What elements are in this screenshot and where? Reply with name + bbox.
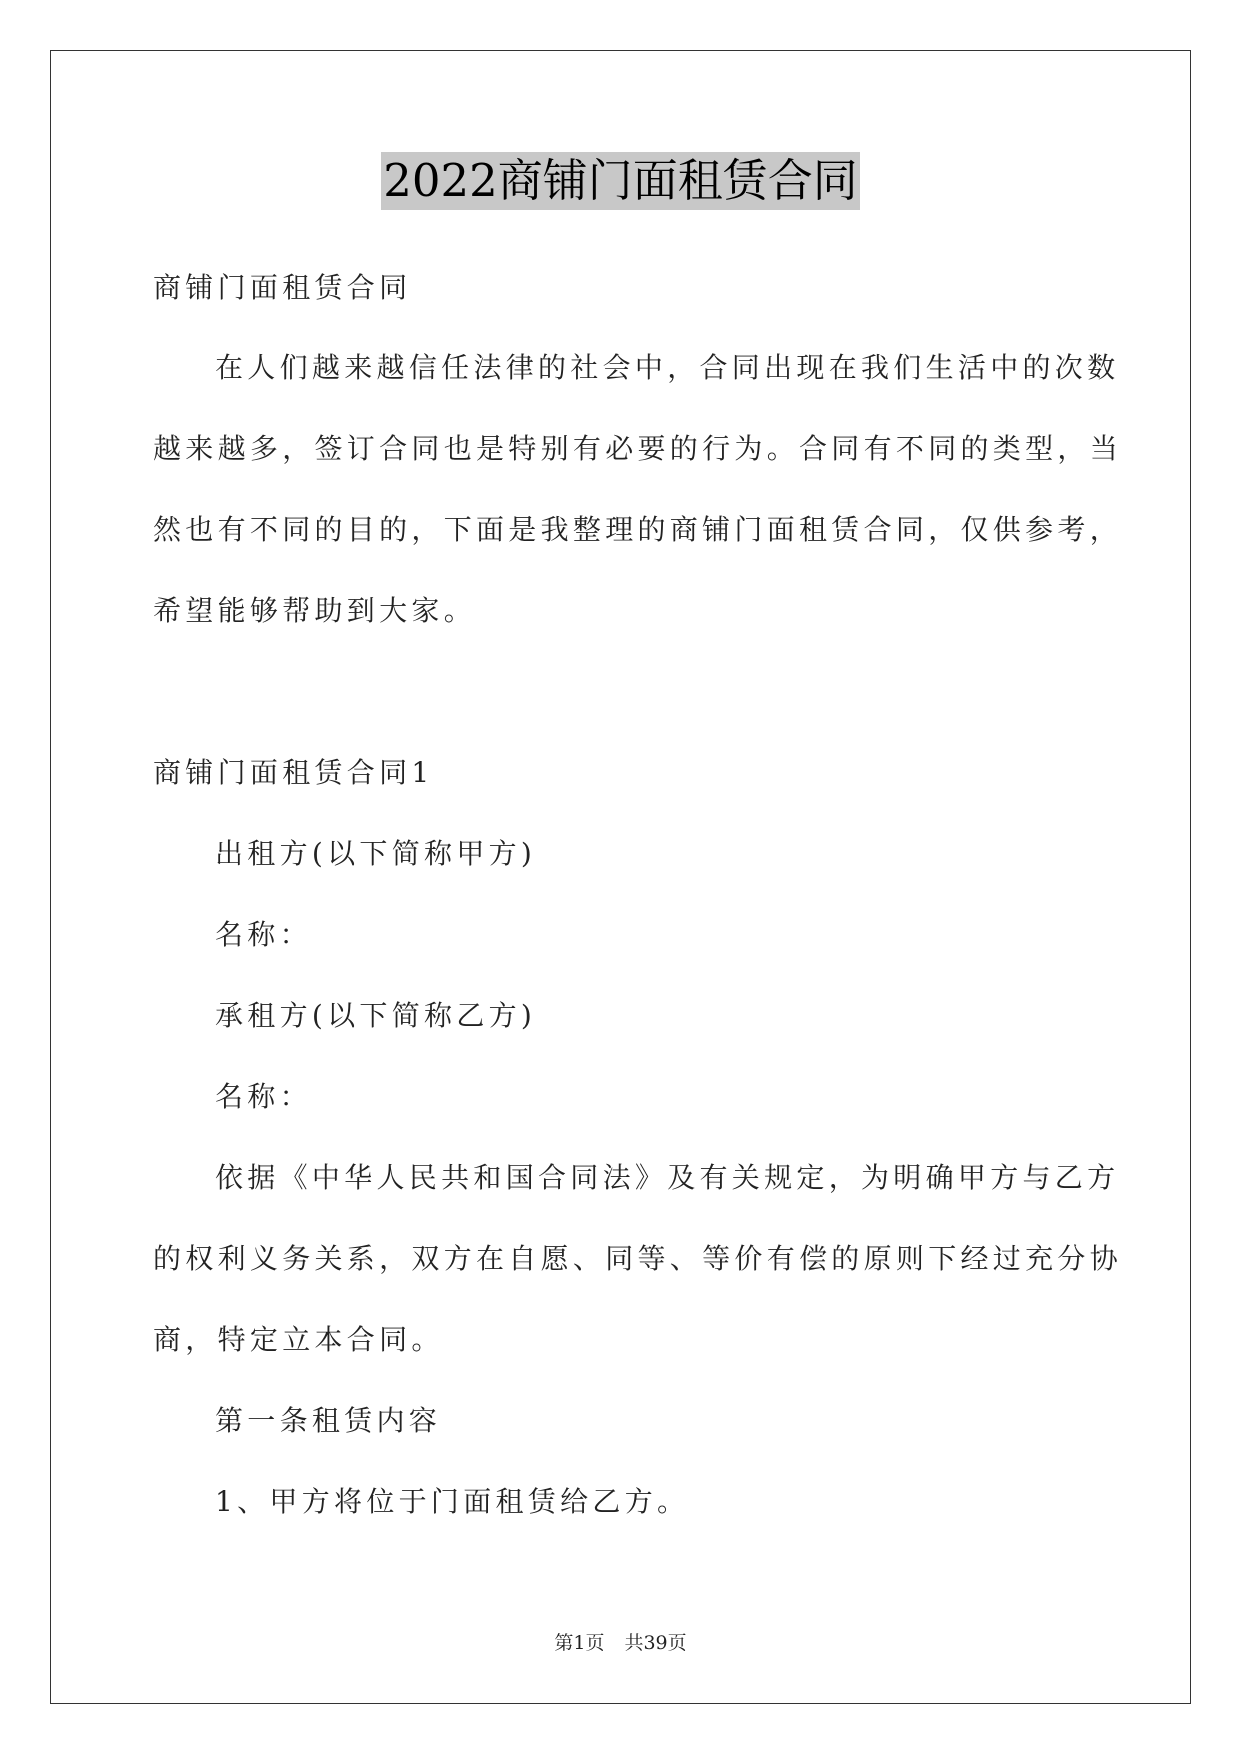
lessor-name-label: 名称： (215, 918, 312, 951)
basis-paragraph-line-2: 的权利义务关系，双方在自愿、同等、等价有偿的原则下经过充分协 (153, 1242, 1123, 1275)
section-heading: 商铺门面租赁合同1 (153, 756, 434, 789)
intro-paragraph-line-1: 在人们越来越信任法律的社会中，合同出现在我们生活中的次数 (215, 351, 1120, 384)
article-one-item-1: 1、甲方将位于门面租赁给乙方。 (215, 1485, 690, 1518)
intro-paragraph-line-3: 然也有不同的目的，下面是我整理的商铺门面租赁合同，仅供参考， (153, 513, 1123, 546)
page-footer (0, 1631, 1241, 1655)
page-number: 第1页 (554, 1632, 605, 1654)
intro-paragraph-line-4: 希望能够帮助到大家。 (153, 594, 477, 627)
basis-paragraph-line-1: 依据《中华人民共和国合同法》及有关规定，为明确甲方与乙方 (215, 1161, 1120, 1194)
total-pages: 共39页 (624, 1632, 687, 1654)
basis-paragraph-line-3: 商，特定立本合同。 (153, 1323, 444, 1356)
lessee-label: 承租方(以下简称乙方) (215, 999, 537, 1032)
lessor-label: 出租方(以下简称甲方) (215, 837, 537, 870)
intro-paragraph-line-2: 越来越多，签订合同也是特别有必要的行为。合同有不同的类型，当 (153, 432, 1123, 465)
article-one-heading: 第一条租赁内容 (215, 1404, 442, 1437)
document-title-text: 2022商铺门面租赁合同 (381, 152, 860, 210)
subtitle-line: 商铺门面租赁合同 (153, 271, 412, 304)
document-title (0, 152, 1241, 210)
lessee-name-label: 名称： (215, 1080, 312, 1113)
